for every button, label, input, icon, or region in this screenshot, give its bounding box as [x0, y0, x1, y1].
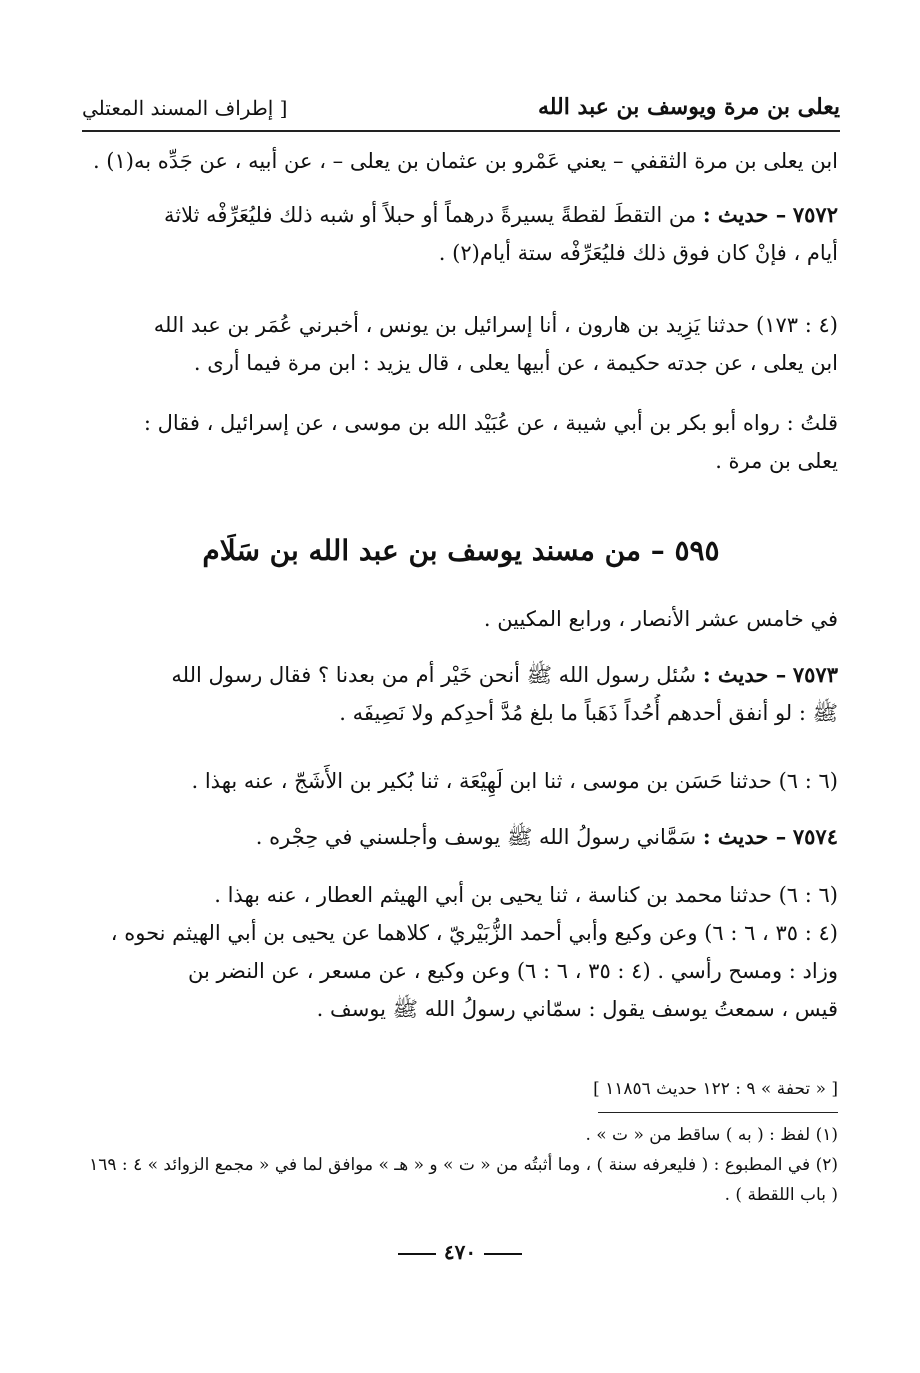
page-number-line — [0, 1240, 920, 1264]
text-line: (٤ : ٣٥ ، ٦ : ٦) وعن وكيع وأبي أحمد الزُّبَيْريّ ، كلاهما عن يحيى بن أبي الهيثم نحوه ، — [110, 921, 838, 945]
footnote-1: (١) لفظ : ( به ) ساقط من « ت » . — [585, 1125, 838, 1145]
hadith-7574 — [80, 818, 838, 856]
text-line: ابن يعلى بن مرة الثقفي – يعني عَمْرو بن عثمان بن يعلى – ، عن أبيه ، عن جَدِّه به(١) . — [92, 149, 838, 173]
header-book-title: [ إطراف المسند المعتلي — [82, 96, 288, 120]
footnotes — [80, 1120, 838, 1210]
text-line — [80, 656, 838, 694]
section-title: ٥٩٥ – من مسند يوسف بن عبد الله بن سَلَام — [202, 534, 720, 567]
paragraph-isnad-4 — [80, 876, 838, 1028]
paragraph-isnad-2 — [80, 306, 838, 382]
paragraph-section-intro — [80, 600, 838, 638]
text-line: وزاد : ومسح رأسي . (٤ : ٣٥ ، ٦ : ٦) وعن وكيع ، عن مسعر ، عن النضر بن — [187, 959, 838, 983]
hadith-number: ٧٥٧٢ — [792, 202, 838, 227]
text-line: قيس ، سمعتُ يوسف يقول : سمّاني رسولُ الله ﷺ يوسف . — [316, 997, 838, 1021]
hadith-label: – حديث : — [702, 662, 787, 687]
hadith-text: سَمَّاني رسولُ الله ﷺ يوسف وأجلسني في حِجْره . — [255, 825, 697, 849]
hadith-label: – حديث : — [702, 202, 787, 227]
hadith-number: ٧٥٧٤ — [792, 824, 838, 849]
text-line — [80, 196, 838, 234]
text-line: (٤ : ١٧٣) حدثنا يَزِيد بن هارون ، أنا إسرائيل بن يونس ، أخبرني عُمَر بن عبد الله — [153, 313, 838, 337]
text-line: (٦ : ٦) حدثنا حَسَن بن موسى ، ثنا ابن لَهِيْعَة ، ثنا بُكير بن الأَشَجّ ، عنه بهذا . — [191, 769, 838, 793]
hadith-7572 — [80, 196, 838, 272]
text-line: قلتُ : رواه أبو بكر بن أبي شيبة ، عن عُبَيْد الله بن موسى ، عن إسرائيل ، فقال : — [143, 411, 838, 435]
hadith-label: – حديث : — [702, 824, 787, 849]
hadith-7573 — [80, 656, 838, 732]
text-line — [80, 818, 838, 856]
text-line: ﷺ : لو أنفق أحدهم أُحُداً ذَهَباً ما بلغ مُدَّ أحدِكم ولا نَصِيفَه . — [339, 701, 838, 725]
hadith-number: ٧٥٧٣ — [792, 662, 838, 687]
hadith-text: من التقطَ لقطةً يسيرةً درهماً أو حبلاً أو شبه ذلك فليُعَرِّفْه ثلاثة — [163, 203, 697, 227]
header-title: يعلى بن مرة ويوسف بن عبد الله — [537, 94, 840, 120]
tuhfa-reference — [80, 1070, 838, 1108]
paragraph-isnad-3 — [80, 762, 838, 800]
hadith-text: سُئل رسول الله ﷺ أنحن خَيْر أم من بعدنا ؟ فقال رسول الله — [171, 663, 697, 687]
text-line: يعلى بن مرة . — [715, 449, 838, 473]
page-number: ٤٧٠ — [443, 1240, 477, 1264]
folio-dash — [398, 1253, 436, 1255]
footnote-2: (٢) في المطبوع : ( فليعرفه سنة ) ، وما أثبتُه من « ت » و « هـ » موافق لما في « مجمع الزوائد » ٤ : ١٦٩ — [89, 1155, 838, 1175]
text-line: (٦ : ٦) حدثنا محمد بن كناسة ، ثنا يحيى بن أبي الهيثم العطار ، عنه بهذا . — [214, 883, 838, 907]
footnote-2-cont: ( باب اللقطة ) . — [724, 1185, 838, 1205]
folio-dash — [484, 1253, 522, 1255]
paragraph-isnad-1 — [80, 142, 838, 180]
text-line: ابن يعلى ، عن جدته حكيمة ، عن أبيها يعلى ، قال يزيد : ابن مرة فيما أرى . — [193, 351, 838, 375]
text-line: أيام ، فإنْ كان فوق ذلك فليُعَرِّفْه ستة أيام(٢) . — [438, 241, 838, 265]
footnote-divider — [598, 1112, 838, 1113]
running-header — [82, 90, 840, 132]
text-line: في خامس عشر الأنصار ، ورابع المكيين . — [483, 607, 838, 631]
text-line: [ « تحفة » ٩ : ١٢٢ حديث ١١٨٥٦ ] — [593, 1079, 838, 1099]
paragraph-note — [80, 404, 838, 480]
